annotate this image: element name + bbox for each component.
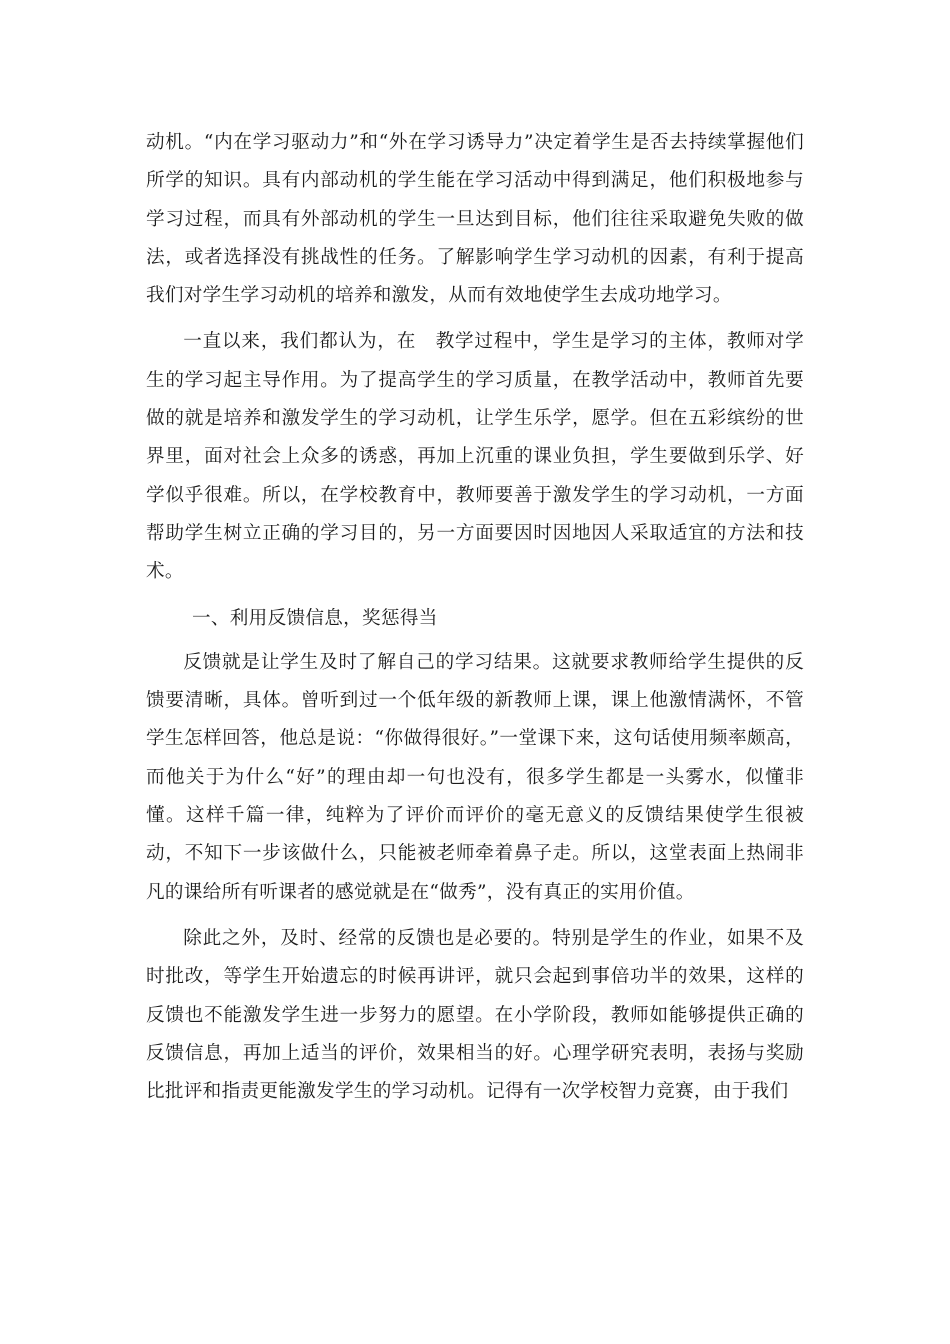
paragraph-1: 动机。“内在学习驱动力”和“外在学习诱导力”决定着学生是否去持续掌握他们所学的知识。具有内部动机的学生能在学习活动中得到满足，他们积极地参与学习过程，而具有外部动机的学生一旦达到目标，他们往往采取避免失败的做法，或者选择没有挑战性的任务。了解影响学生学习动机的因素，有利于提高我们对学生学习动机的培养和激发，从而有效地使学生去成功地学习。	[146, 132, 804, 307]
paragraph-3: 反馈就是让学生及时了解自己的学习结果。这就要求教师给学生提供的反馈要清晰，具体。曾听到过一个低年级的新教师上课，课上他激情满怀，不管学生怎样回答，他总是说：“你做得很好。”一堂课下来，这句话使用频率颇高，而他关于为什么“好”的理由却一句也没有，很多学生都是一头雾水，似懂非懂。这样千篇一律，纯粹为了评价而评价的毫无意义的反馈结果使学生很被动，不知下一步该做什么，只能被老师牵着鼻子走。所以，这堂表面上热闹非凡的课给所有听课者的感觉就是在“做秀”，没有真正的实用价值。	[146, 651, 804, 903]
paragraph-2: 一直以来，我们都认为，在 教学过程中，学生是学习的主体，教师对学生的学习起主导作用。为了提高学生的学习质量，在教学活动中，教师首先要做的就是培养和激发学生的学习动机，让学生乐学，愿学。但在五彩缤纷的世界里，面对社会上众多的诱惑，再加上沉重的课业负担，学生要做到乐学、好学似乎很难。所以，在学校教育中，教师要善于激发学生的学习动机，一方面帮助学生树立正确的学习目的，另一方面要因时因地因人采取适宜的方法和技术。	[146, 331, 804, 583]
section-heading: 一、利用反馈信息，奖惩得当	[192, 607, 438, 629]
paragraph-4: 除此之外，及时、经常的反馈也是必要的。特别是学生的作业，如果不及时批改，等学生开始遗忘的时候再讲评，就只会起到事倍功半的效果，这样的反馈也不能激发学生进一步努力的愿望。在小学阶段，教师如能够提供正确的反馈信息，再加上适当的评价，效果相当的好。心理学研究表明，表扬与奖励比批评和指责更能激发学生的学习动机。记得有一次学校智力竞赛，由于我们	[146, 927, 804, 1103]
document-body	[146, 124, 804, 1119]
